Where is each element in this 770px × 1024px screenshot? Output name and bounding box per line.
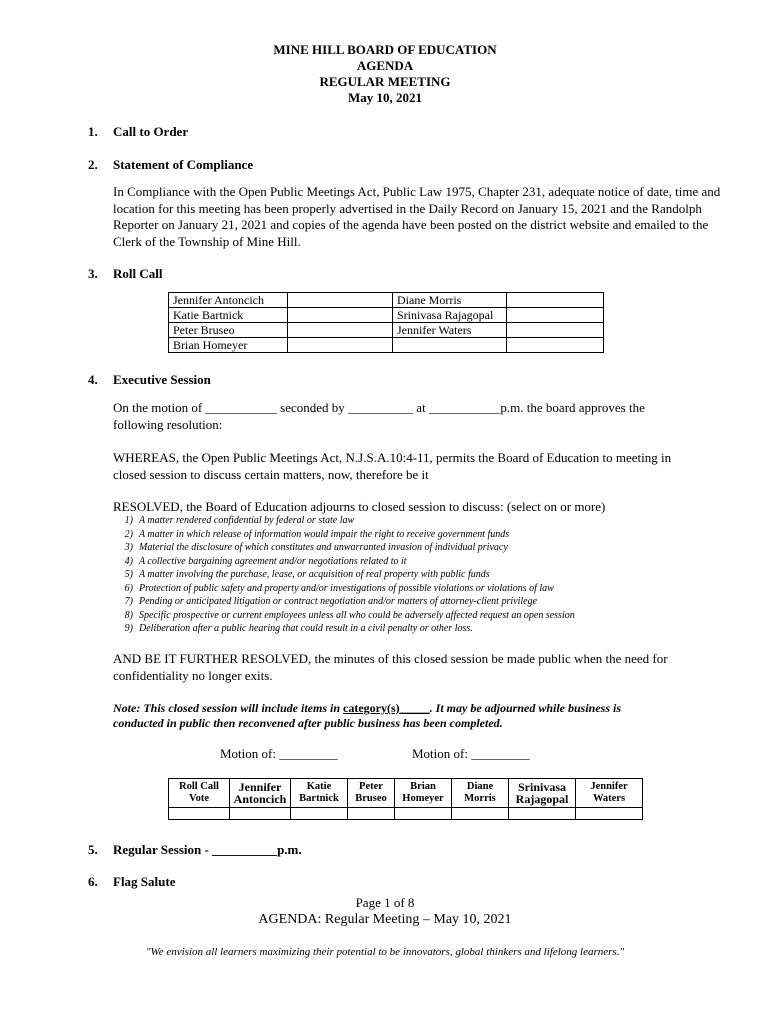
closed-session-note: Note: This closed session will include items in category(s)_____. It may be adjourned while business is conducted in public then reconvened after public business has been completed. <box>113 701 622 730</box>
vote-cell <box>348 808 395 820</box>
header-org: MINE HILL BOARD OF EDUCATION <box>273 42 497 57</box>
vote-header: Srinivasa Rajagopal <box>509 779 576 808</box>
document-header <box>0 42 770 106</box>
vote-cell <box>169 808 230 820</box>
roll-blank <box>507 308 604 323</box>
header-meeting: REGULAR MEETING <box>319 74 451 89</box>
list-item: 4) A collective bargaining agreement and/or negotiations related to it <box>124 555 407 567</box>
vote-cell <box>291 808 348 820</box>
table-row <box>169 779 643 808</box>
table-row <box>169 323 604 338</box>
roll-blank <box>507 338 604 353</box>
executive-motion-text: On the motion of ___________ seconded by __________ at ___________p.m. the board approves the following resolution: <box>113 400 645 432</box>
roll-call-vote-table <box>168 778 643 820</box>
list-item: 8) Specific prospective or current employees unless all who could be adversely affected request an open session <box>124 609 575 621</box>
vote-header: Jennifer Waters <box>576 779 643 808</box>
roll-blank <box>288 308 393 323</box>
header-agenda: AGENDA <box>356 58 414 73</box>
list-item: 7) Pending or anticipated litigation or contract negotiation and/or matters of attorney-client privilege <box>124 596 538 607</box>
page-number: Page 1 of 8 <box>355 895 415 910</box>
vote-header: Brian Homeyer <box>395 779 452 808</box>
vote-cell <box>230 808 291 820</box>
resolved-paragraph: RESOLVED, the Board of Education adjourns to closed session to discuss: (select on or more) <box>113 499 606 514</box>
roll-name: Peter Bruseo <box>169 323 288 338</box>
list-item: 1) A matter rendered confidential by federal or state law <box>124 515 355 526</box>
vote-header: Peter Bruseo <box>348 779 395 808</box>
section-regular-session: 5. Regular Session - __________p.m. <box>88 842 302 857</box>
roll-name: Srinivasa Rajagopal <box>393 308 507 323</box>
vote-header: Katie Bartnick <box>291 779 348 808</box>
vote-cell <box>452 808 509 820</box>
roll-name: Brian Homeyer <box>169 338 288 353</box>
roll-call-table <box>168 292 604 353</box>
section-call-to-order: 1. Call to Order <box>88 124 189 139</box>
roll-blank <box>288 338 393 353</box>
roll-blank <box>288 293 393 308</box>
list-item: 3) Material the disclosure of which constitutes and unwarranted invasion of individual privacy <box>124 542 508 553</box>
vote-header: Roll Call Vote <box>169 779 230 808</box>
roll-name: Jennifer Antoncich <box>169 293 288 308</box>
vote-header: Jennifer Antoncich <box>230 779 291 808</box>
table-row <box>169 293 604 308</box>
section-statement-of-compliance: 2. Statement of Compliance <box>88 157 254 172</box>
vote-cell <box>395 808 452 820</box>
roll-name: Diane Morris <box>393 293 507 308</box>
closed-session-options <box>113 514 575 636</box>
list-item: 5) A matter involving the purchase, lease, or acquisition of real property with public funds <box>124 569 490 580</box>
roll-name: Katie Bartnick <box>169 308 288 323</box>
roll-name <box>393 338 507 353</box>
vote-cell <box>509 808 576 820</box>
footer-title: AGENDA: Regular Meeting – May 10, 2021 <box>258 912 512 927</box>
list-item: 6) Protection of public safety and property and/or investigations of possible violations or violations of law <box>124 582 554 594</box>
vision-statement: "We envision all learners maximizing their potential to be innovators, global thinkers and lifelong learners." <box>145 946 625 958</box>
section-flag-salute: 6. Flag Salute <box>88 874 176 889</box>
motion-of-2: Motion of: _________ <box>412 746 530 761</box>
roll-blank <box>507 323 604 338</box>
table-row <box>169 338 604 353</box>
category-blank: category(s)_____ <box>343 701 430 715</box>
roll-blank <box>507 293 604 308</box>
whereas-paragraph: WHEREAS, the Open Public Meetings Act, N.J.S.A.10:4-11, permits the Board of Education to meeting in closed session to discuss certain matters, now, therefore be it <box>113 450 672 482</box>
list-item: 9) Deliberation after a public hearing that could result in a civil penalty or other loss. <box>124 623 473 634</box>
section-roll-call: 3. Roll Call <box>88 266 163 281</box>
vote-cell <box>576 808 643 820</box>
roll-blank <box>288 323 393 338</box>
vote-header: Diane Morris <box>452 779 509 808</box>
roll-name: Jennifer Waters <box>393 323 507 338</box>
table-row <box>169 308 604 323</box>
section-executive-session: 4. Executive Session <box>88 372 211 387</box>
header-date: May 10, 2021 <box>347 90 423 105</box>
compliance-paragraph: In Compliance with the Open Public Meetings Act, Public Law 1975, Chapter 231, adequate notice of date, time and location for this meeting has been properly advertised in the Daily Record on January 15, 2021 and the Randolph Reporter on January 21, 2021 and copies of the agenda have been posted on the district website and emailed to the Clerk of the Township of Mine Hill. <box>113 184 721 249</box>
motion-of-1: Motion of: _________ <box>220 746 338 761</box>
table-row <box>169 808 643 820</box>
further-resolved-paragraph: AND BE IT FURTHER RESOLVED, the minutes of this closed session be made public when the need for confidentiality no longer exits. <box>113 651 668 683</box>
list-item: 2) A matter in which release of information would impair the right to receive government funds <box>124 528 510 540</box>
